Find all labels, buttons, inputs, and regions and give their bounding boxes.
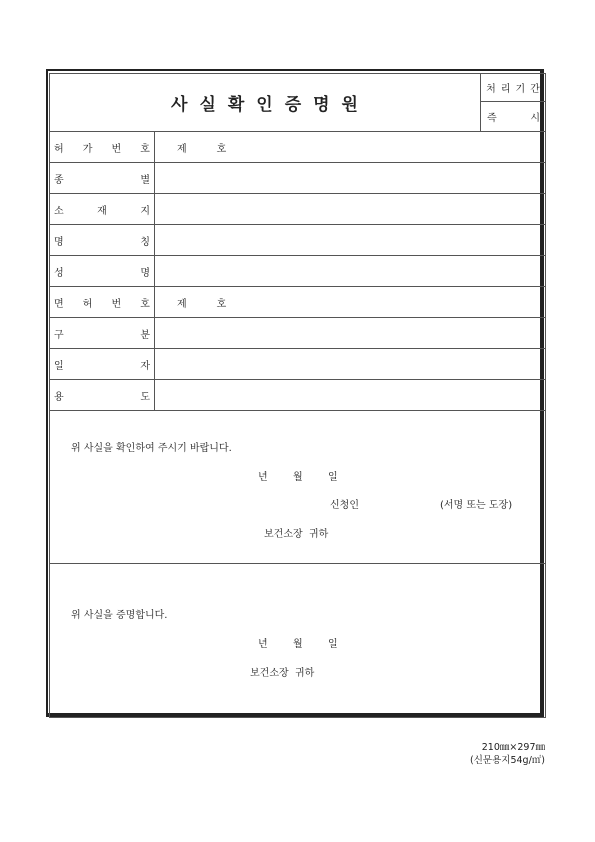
field-value[interactable] — [155, 256, 545, 286]
request-statement: 위 사실을 확인하여 주시기 바랍니다. — [71, 443, 232, 454]
field-label — [49, 225, 154, 255]
field-label — [49, 287, 154, 317]
processing-period-value-2: 시 — [530, 113, 540, 124]
request-date-year: 년 — [258, 472, 268, 483]
certify-addressee: 보건소장 귀하 — [250, 668, 315, 679]
label-divider — [154, 131, 155, 410]
field-value-suffix: 호 — [216, 298, 227, 310]
field-label-char: 면 — [54, 298, 64, 310]
field-value[interactable] — [155, 318, 545, 348]
field-label-char: 성 — [54, 267, 64, 279]
field-label-char: 호 — [140, 298, 150, 310]
field-value[interactable] — [155, 132, 545, 162]
certify-date-month: 월 — [293, 639, 303, 650]
field-label-char: 소 — [54, 205, 64, 217]
field-label-char: 허 — [54, 143, 64, 155]
field-value-prefix: 제 — [177, 298, 187, 310]
field-label — [49, 318, 154, 348]
field-value[interactable] — [155, 349, 545, 379]
field-label-char: 용 — [54, 391, 64, 403]
field-label-char: 재 — [97, 205, 107, 217]
field-value[interactable] — [155, 194, 545, 224]
field-label — [49, 163, 154, 193]
section-divider — [49, 563, 546, 564]
field-label-char: 번 — [111, 143, 122, 155]
field-label-char: 호 — [140, 143, 150, 155]
field-value-prefix: 제 — [177, 143, 187, 155]
field-label-char: 종 — [54, 174, 64, 186]
field-label-char: 명 — [140, 267, 150, 279]
certify-date-day: 일 — [328, 639, 338, 650]
field-label — [49, 194, 154, 224]
field-label-char: 별 — [140, 174, 150, 186]
field-label-char: 구 — [54, 329, 64, 341]
processing-period-label: 처리기간 — [486, 84, 545, 95]
request-date-month: 월 — [293, 472, 303, 483]
certify-statement: 위 사실을 증명합니다. — [71, 610, 168, 621]
field-label — [49, 380, 154, 410]
field-value[interactable] — [155, 287, 545, 317]
processing-period-value-1: 즉 — [487, 113, 497, 124]
field-value[interactable] — [155, 225, 545, 255]
certify-date-year: 년 — [258, 639, 268, 650]
field-value-suffix: 호 — [216, 143, 227, 155]
field-label — [49, 132, 154, 162]
field-label-char: 번 — [111, 298, 122, 310]
processing-period-value — [481, 102, 546, 131]
request-addressee: 보건소장 귀하 — [264, 529, 329, 540]
field-label-char: 허 — [82, 298, 93, 310]
form-title: 사실확인증명원 — [171, 94, 370, 115]
field-label-char: 가 — [82, 143, 93, 155]
fields-bottom-line — [49, 410, 546, 411]
field-value[interactable] — [155, 163, 545, 193]
field-label-char: 도 — [140, 391, 150, 403]
field-label-char: 분 — [140, 329, 150, 341]
paper-type: (신문용지54g/㎡) — [470, 755, 545, 766]
field-label-char: 명 — [54, 236, 64, 248]
field-value[interactable] — [155, 380, 545, 410]
field-label — [49, 256, 154, 286]
signature-note: (서명 또는 도장) — [440, 500, 513, 511]
field-label-char: 지 — [140, 205, 150, 217]
field-label-char: 칭 — [140, 236, 150, 248]
field-label-char: 일 — [54, 360, 64, 372]
applicant-label: 신청인 — [330, 500, 359, 511]
paper-size: 210㎜×297㎜ — [481, 742, 545, 753]
field-label-char: 자 — [140, 360, 150, 372]
field-label — [49, 349, 154, 379]
request-date-day: 일 — [328, 472, 338, 483]
